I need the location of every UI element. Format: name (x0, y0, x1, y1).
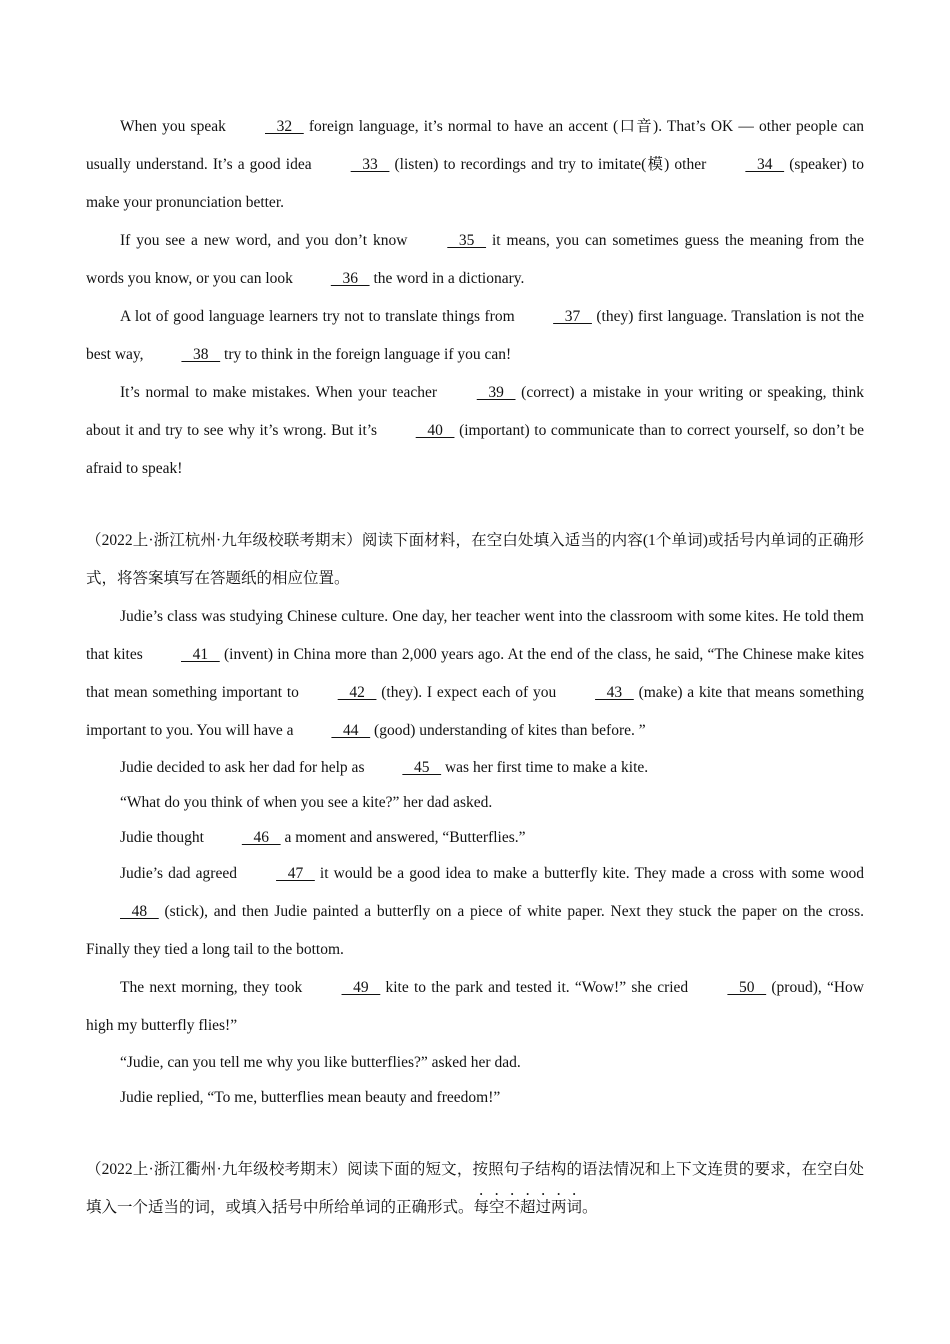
text-run: (stick), and then Judie painted a butterfly on a piece of white paper. Next they stuck the paper on the cross. Finally they tied a long tail to the bottom. (86, 903, 864, 958)
text-run: Judie’s class was studying Chinese culture. One day, her teacher went into the classroom with some kites. He told them that kites (86, 608, 864, 663)
text-run: it means, you can sometimes guess the meaning from the words you know, or you can look (86, 232, 864, 287)
document-body (86, 108, 864, 1227)
passage-2 (86, 598, 864, 1115)
blank-33: 33 (350, 156, 390, 173)
text-run: (make) a kite that means something important to you. You will have a (86, 684, 864, 739)
text-run: When you speak (120, 118, 231, 135)
text-run: (important) to communicate than to correct yourself, so don’t be afraid to speak! (86, 422, 864, 477)
section-3-heading (86, 1151, 864, 1227)
text-run: the word in a dictionary. (369, 270, 525, 287)
section-3-heading-end: 。 (582, 1199, 598, 1216)
paragraph (86, 785, 864, 820)
text-run: kite to the park and tested it. “Wow!” she cried (380, 979, 694, 996)
blank-48: 48 (120, 903, 159, 920)
text-run: try to think in the foreign language if you can! (220, 346, 512, 363)
blank-41: 41 (181, 646, 220, 663)
paragraph (86, 298, 864, 374)
text-run: (correct) a mistake in your writing or speaking, think about it and try to see why it’s wrong. But it’s (86, 384, 865, 439)
text-run: Judie decided to ask her dad for help as (120, 759, 369, 776)
section-3-heading-emphasis: 每空不超过两词 (473, 1199, 583, 1216)
text-run: foreign language, it’s normal to have an accent (口音). That’s OK — other people can usually understand. It’s a good idea (86, 118, 864, 173)
blank-49: 49 (341, 979, 381, 996)
section-3-heading-main: （2022上·浙江衢州·九年级校考期末）阅读下面的短文，按照句子结构的语法情况和上下文连贯的要求，在空白处填入一个适当的词，或填入括号中所给单词的正确形式。 (86, 1161, 864, 1216)
text-run: was her first time to make a kite. (441, 759, 649, 776)
blank-35: 35 (447, 232, 487, 249)
paragraph (86, 1045, 864, 1080)
paragraph (86, 750, 864, 785)
passage-1 (86, 108, 864, 488)
text-run: (invent) in China more than 2,000 years ago. At the end of the class, he said, “The Chinese make kites that mean something important to (86, 646, 864, 701)
blank-46: 46 (241, 829, 281, 846)
blank-37: 37 (553, 308, 592, 325)
paragraph (86, 855, 864, 969)
text-run: “What do you think of when you see a kite?” her dad asked. (120, 794, 493, 811)
text-run: (good) understanding of kites than before. ” (370, 722, 646, 739)
section-2-heading: （2022上·浙江杭州·九年级校联考期末）阅读下面材料，在空白处填入适当的内容(1个单词)或括号内单词的正确形式，将答案填写在答题纸的相应位置。 (86, 532, 864, 587)
paragraph (86, 374, 864, 488)
paragraph (86, 222, 864, 298)
text-run: (listen) to recordings and try to imitate(模) other (389, 156, 712, 173)
text-run: it would be a good idea to make a butterfly kite. They made a cross with some wood (314, 865, 864, 882)
blank-43: 43 (595, 684, 634, 701)
paragraph (86, 108, 864, 222)
blank-44: 44 (331, 722, 371, 739)
paragraph (86, 598, 864, 750)
text-run: a moment and answered, “Butterflies.” (280, 829, 526, 846)
text-run: (speaker) to make your pronunciation better. (86, 156, 864, 211)
blank-47: 47 (276, 865, 315, 882)
blank-34: 34 (745, 156, 785, 173)
text-run: “Judie, can you tell me why you like butterflies?” asked her dad. (120, 1054, 521, 1071)
blank-42: 42 (337, 684, 377, 701)
text-run: (they). I expect each of you (376, 684, 562, 701)
blank-50: 50 (727, 979, 767, 996)
text-run: Judie replied, “To me, butterflies mean beauty and freedom!” (120, 1089, 501, 1106)
blank-38: 38 (181, 346, 221, 363)
blank-40: 40 (415, 422, 455, 439)
blank-45: 45 (402, 759, 442, 776)
text-run: The next morning, they took (120, 979, 308, 996)
text-run: Judie’s dad agreed (120, 865, 243, 882)
text-run: (they) first language. Translation is not the best way, (86, 308, 864, 363)
text-run: If you see a new word, and you don’t know (120, 232, 414, 249)
blank-32: 32 (265, 118, 304, 135)
blank-39: 39 (476, 384, 516, 401)
blank-36: 36 (330, 270, 370, 287)
text-run: (proud), “How high my butterfly flies!” (86, 979, 864, 1034)
text-run: It’s normal to make mistakes. When your teacher (120, 384, 443, 401)
paragraph (86, 969, 864, 1045)
text-run: A lot of good language learners try not to translate things from (120, 308, 520, 325)
paragraph (86, 820, 864, 855)
text-run: Judie thought (120, 829, 208, 846)
paragraph (86, 1080, 864, 1115)
